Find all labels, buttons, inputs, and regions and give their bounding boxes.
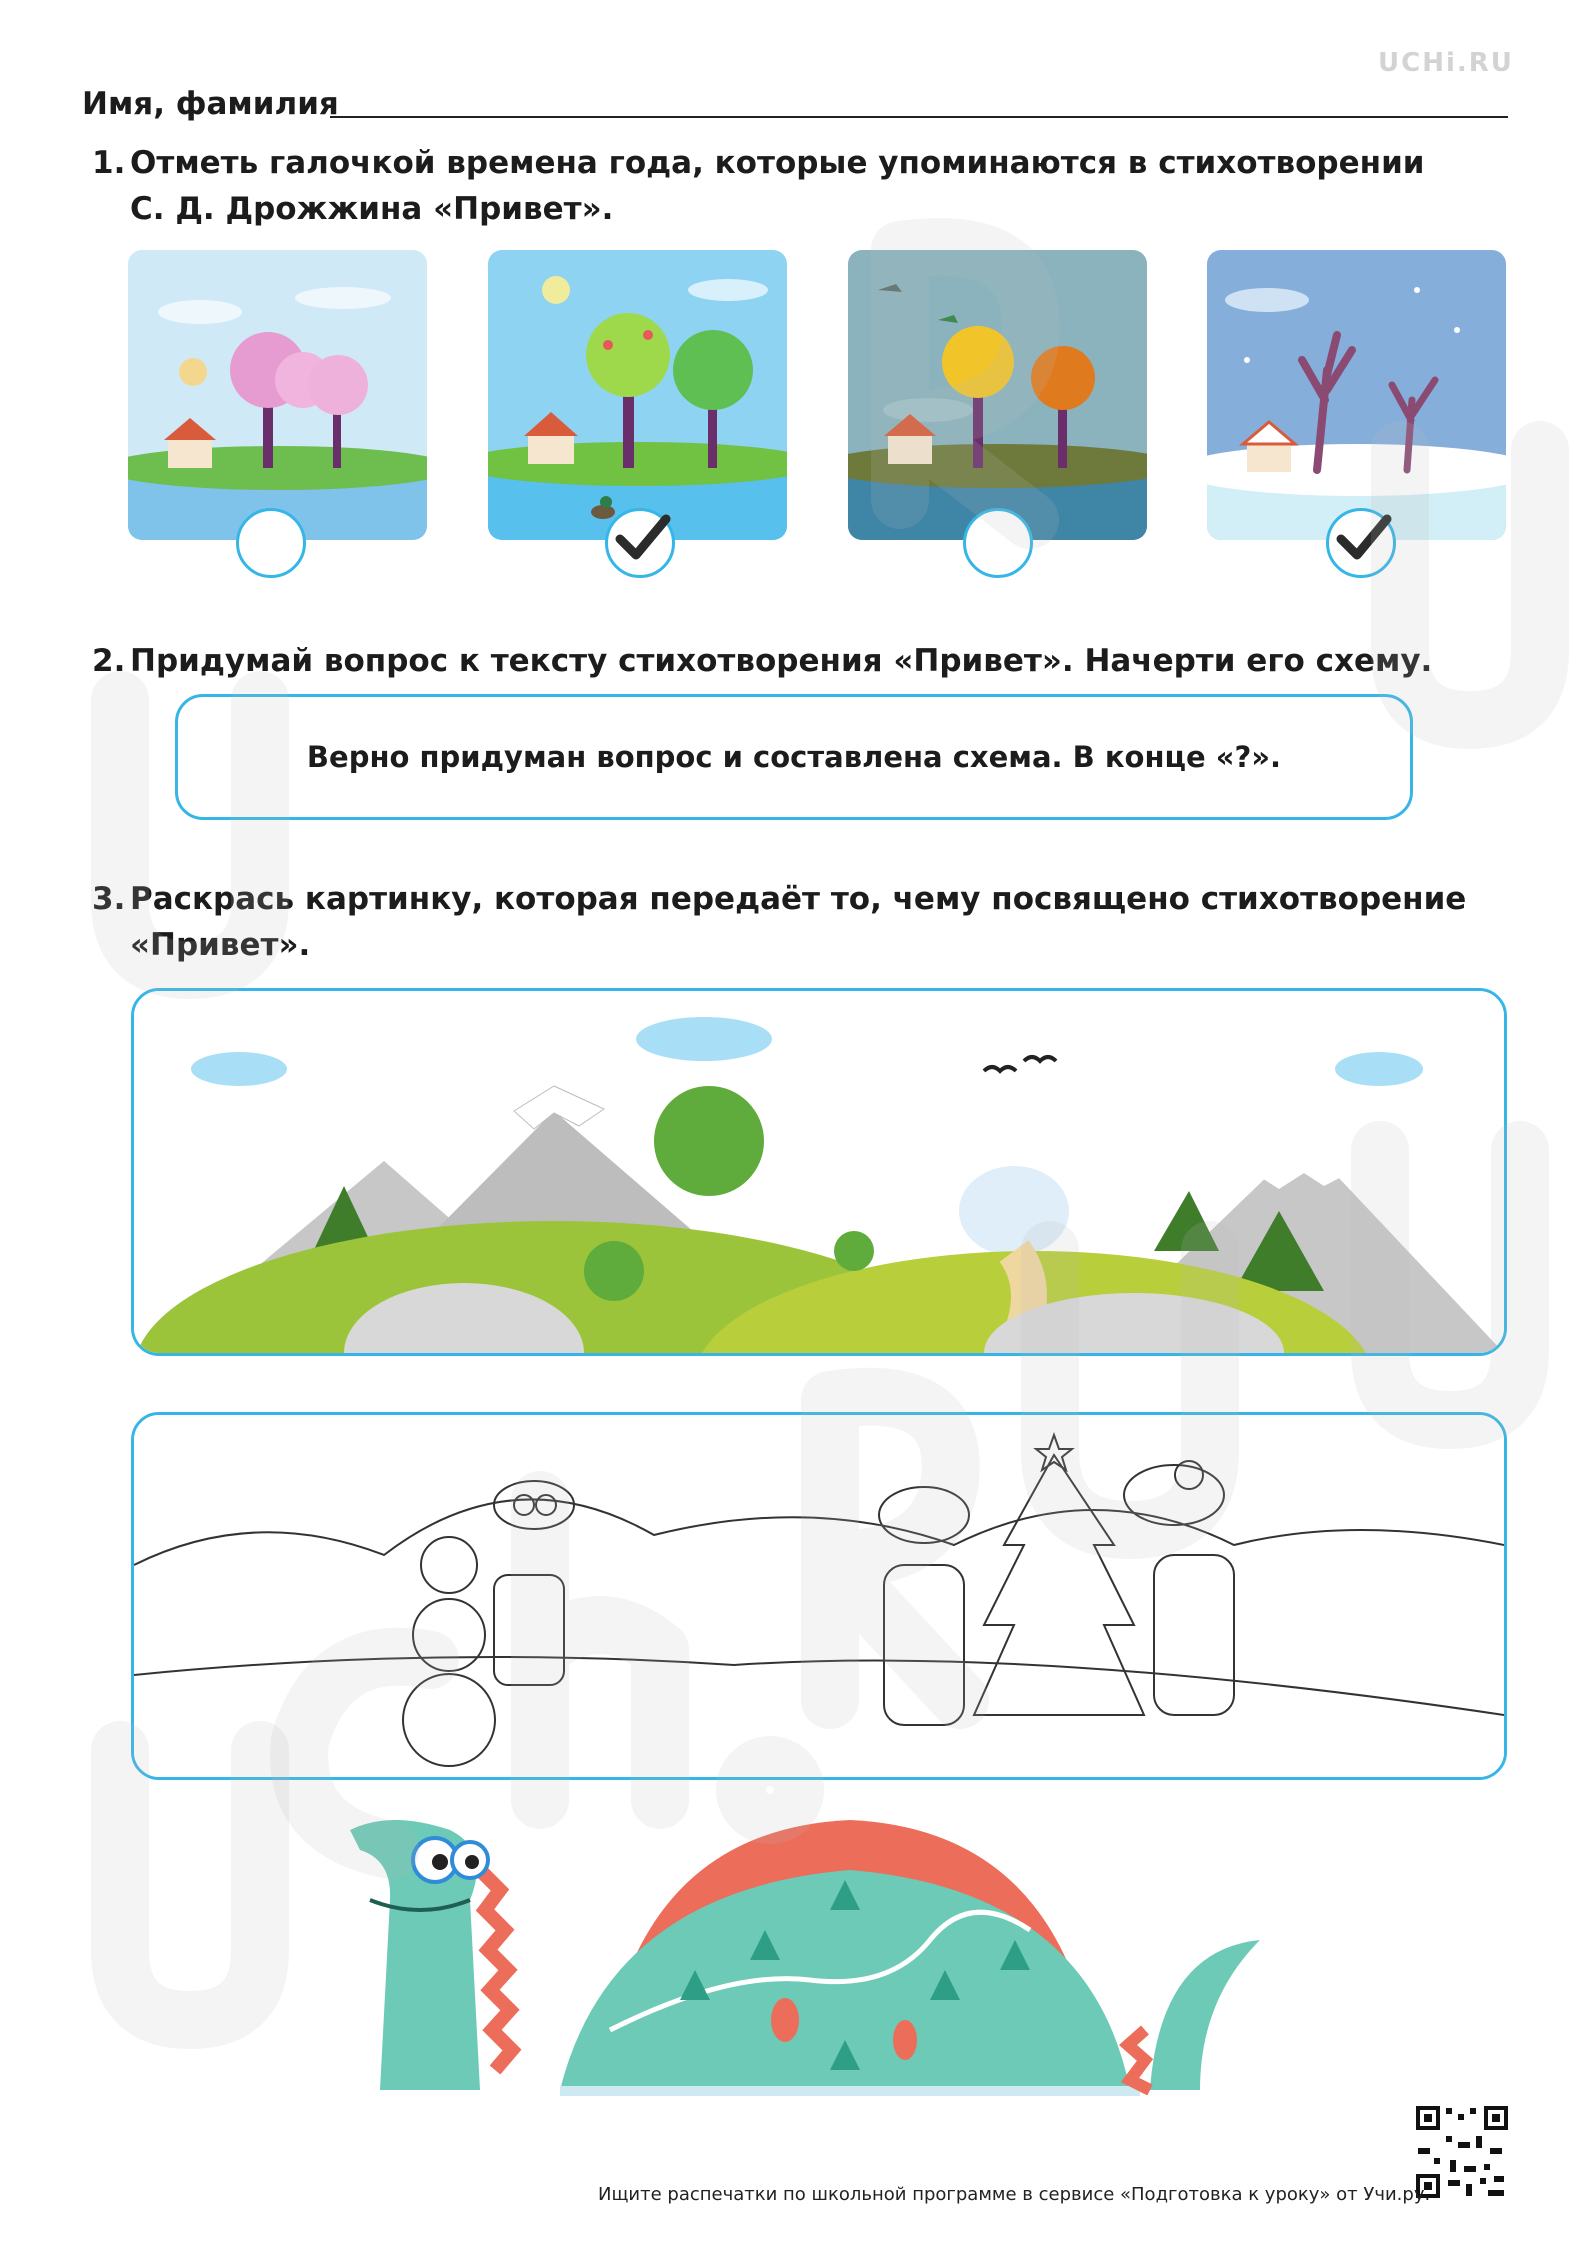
task-2-text: Придумай вопрос к тексту стихотворения «Привет». Начерти его схему. [130, 643, 1433, 679]
task-1-line-2: С. Д. Дрожжина «Привет». [130, 191, 614, 227]
summer-checkbox[interactable] [605, 508, 675, 578]
brand-logo: UCHi.RU [1378, 48, 1514, 78]
spring-checkbox[interactable] [236, 508, 306, 578]
dinosaur-illustration [330, 1790, 1260, 2110]
task-3-line-2: «Привет». [130, 927, 311, 963]
name-label: Имя, фамилия [82, 86, 339, 122]
task-1-line-1: Отметь галочкой времена года, которые упоминаются в стихотворении [130, 145, 1425, 181]
autumn-picture [848, 250, 1147, 540]
winter-check-icon [1331, 509, 1395, 573]
winter-coloring-picture[interactable] [131, 1412, 1507, 1780]
task-2-heading [92, 638, 1512, 684]
task-2-answer-box[interactable] [175, 694, 1413, 820]
winter-picture [1207, 250, 1506, 540]
spring-picture [128, 250, 427, 540]
task-3-number: 3. [92, 881, 126, 917]
task-2-number: 2. [92, 643, 126, 679]
winter-checkbox[interactable] [1326, 508, 1396, 578]
task-3-heading [92, 876, 1512, 968]
footer-text: Ищите распечатки по школьной программе в сервисе «Подготовка к уроку» от Учи.ру. [598, 2184, 1431, 2205]
autumn-checkbox[interactable] [963, 508, 1033, 578]
name-input-line[interactable] [330, 116, 1508, 118]
task-2-answer-text: Верно придуман вопрос и составлена схема. В конце «?». [306, 740, 1282, 774]
summer-picture [488, 250, 787, 540]
task-1-number: 1. [92, 145, 126, 181]
summer-landscape-picture[interactable] [131, 988, 1507, 1356]
summer-check-icon [610, 509, 674, 573]
task-3-line-1: Раскрась картинку, которая передаёт то, чему посвящено стихотворение [130, 881, 1467, 917]
task-1-heading [92, 140, 1512, 232]
